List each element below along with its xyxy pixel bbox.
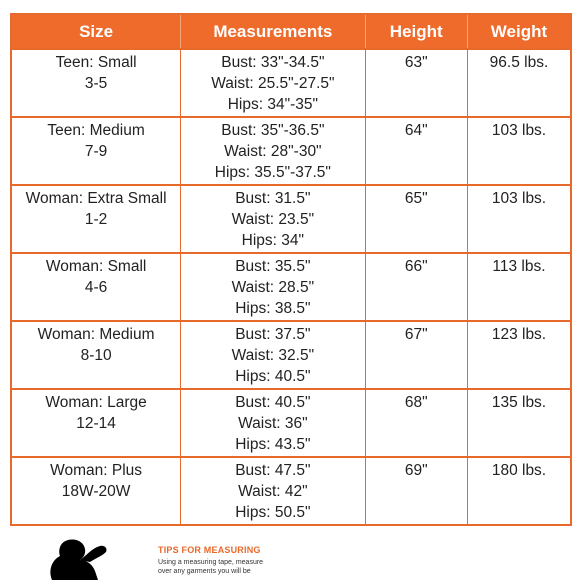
- cell-measurements-line: Waist: 32.5": [231, 347, 315, 364]
- cell-size: [11, 321, 181, 389]
- tips-title: TIPS FOR MEASURING: [158, 545, 261, 555]
- cell-measurements: [181, 49, 365, 117]
- cell-weight: 135 lbs.: [467, 389, 571, 457]
- cell-measurements-line: Bust: 31.5": [235, 190, 311, 207]
- cell-measurements-line: Waist: 28"-30": [224, 143, 322, 160]
- tips-line: Using a measuring tape, measure: [158, 559, 264, 566]
- cell-size-line: Woman: Medium: [37, 326, 155, 343]
- cell-measurements: [181, 185, 365, 253]
- cell-size-line: Woman: Large: [45, 394, 147, 411]
- cell-measurements-line: Waist: 25.5"-27.5": [211, 75, 335, 92]
- cell-measurements-line: Hips: 34"-35": [227, 96, 318, 113]
- cell-measurements-line: Bust: 47.5": [235, 462, 311, 479]
- cell-size: [11, 117, 181, 185]
- cell-size-line: Woman: Plus: [50, 462, 143, 479]
- header-weight: Weight: [467, 14, 571, 49]
- table-row: [11, 117, 571, 185]
- cell-measurements-line: Hips: 40.5": [235, 368, 311, 385]
- cell-height: 65": [365, 185, 467, 253]
- woman-silhouette-icon: [30, 536, 130, 580]
- cell-measurements-line: Bust: 35"-36.5": [221, 122, 325, 139]
- header-measurements: Measurements: [181, 14, 365, 49]
- cell-height: 66": [365, 253, 467, 321]
- cell-measurements-line: Hips: 38.5": [235, 300, 311, 317]
- cell-measurements-line: Hips: 35.5"-37.5": [214, 164, 331, 181]
- cell-height: 68": [365, 389, 467, 457]
- cell-measurements: [181, 117, 365, 185]
- cell-measurements-line: Waist: 42": [238, 483, 308, 500]
- cell-size-line: Teen: Medium: [47, 122, 145, 139]
- cell-measurements: [181, 457, 365, 525]
- cell-size-line: 7-9: [84, 143, 108, 160]
- cell-height: 67": [365, 321, 467, 389]
- cell-size-line: 8-10: [80, 347, 112, 364]
- size-chart-table: [10, 13, 572, 526]
- cell-weight: 113 lbs.: [467, 253, 571, 321]
- cell-size: [11, 49, 181, 117]
- table-row: [11, 185, 571, 253]
- cell-weight: 103 lbs.: [467, 185, 571, 253]
- cell-size: [11, 389, 181, 457]
- header-height: Height: [365, 14, 467, 49]
- cell-height: 64": [365, 117, 467, 185]
- cell-size-line: 3-5: [84, 75, 108, 92]
- cell-measurements-line: Bust: 37.5": [235, 326, 311, 343]
- table-row: [11, 321, 571, 389]
- tips-line: over any garments you will be: [158, 568, 251, 575]
- cell-size-line: 18W-20W: [61, 483, 131, 500]
- cell-size-line: 4-6: [84, 279, 108, 296]
- cell-weight: 180 lbs.: [467, 457, 571, 525]
- table-body: [11, 49, 571, 525]
- cell-weight: 96.5 lbs.: [467, 49, 571, 117]
- table-row: [11, 49, 571, 117]
- table-header-row: [11, 14, 571, 49]
- cell-measurements-line: Waist: 36": [238, 415, 308, 432]
- cell-weight: 123 lbs.: [467, 321, 571, 389]
- cell-measurements: [181, 321, 365, 389]
- cell-measurements-line: Hips: 50.5": [235, 504, 311, 521]
- header-size: Size: [11, 14, 181, 49]
- cell-measurements-line: Hips: 34": [241, 232, 305, 249]
- cell-size-line: 12-14: [76, 415, 116, 432]
- cell-measurements-line: Bust: 40.5": [235, 394, 311, 411]
- cell-size-line: Teen: Small: [55, 54, 137, 71]
- table-row: [11, 389, 571, 457]
- cell-measurements: [181, 253, 365, 321]
- cell-size: [11, 253, 181, 321]
- cell-size-line: 1-2: [84, 211, 108, 228]
- table-row: [11, 457, 571, 525]
- cell-size-line: Woman: Small: [45, 258, 147, 275]
- cell-size: [11, 457, 181, 525]
- cell-measurements-line: Bust: 35.5": [235, 258, 311, 275]
- cell-size-line: Woman: Extra Small: [25, 190, 167, 207]
- cell-measurements-line: Waist: 23.5": [231, 211, 315, 228]
- cell-measurements-line: Waist: 28.5": [231, 279, 315, 296]
- cell-measurements-line: Hips: 43.5": [235, 436, 311, 453]
- cell-height: 63": [365, 49, 467, 117]
- cell-measurements: [181, 389, 365, 457]
- cell-height: 69": [365, 457, 467, 525]
- cell-size: [11, 185, 181, 253]
- table-row: [11, 253, 571, 321]
- tips-text: [158, 558, 263, 576]
- cell-measurements-line: Bust: 33"-34.5": [221, 54, 325, 71]
- cell-weight: 103 lbs.: [467, 117, 571, 185]
